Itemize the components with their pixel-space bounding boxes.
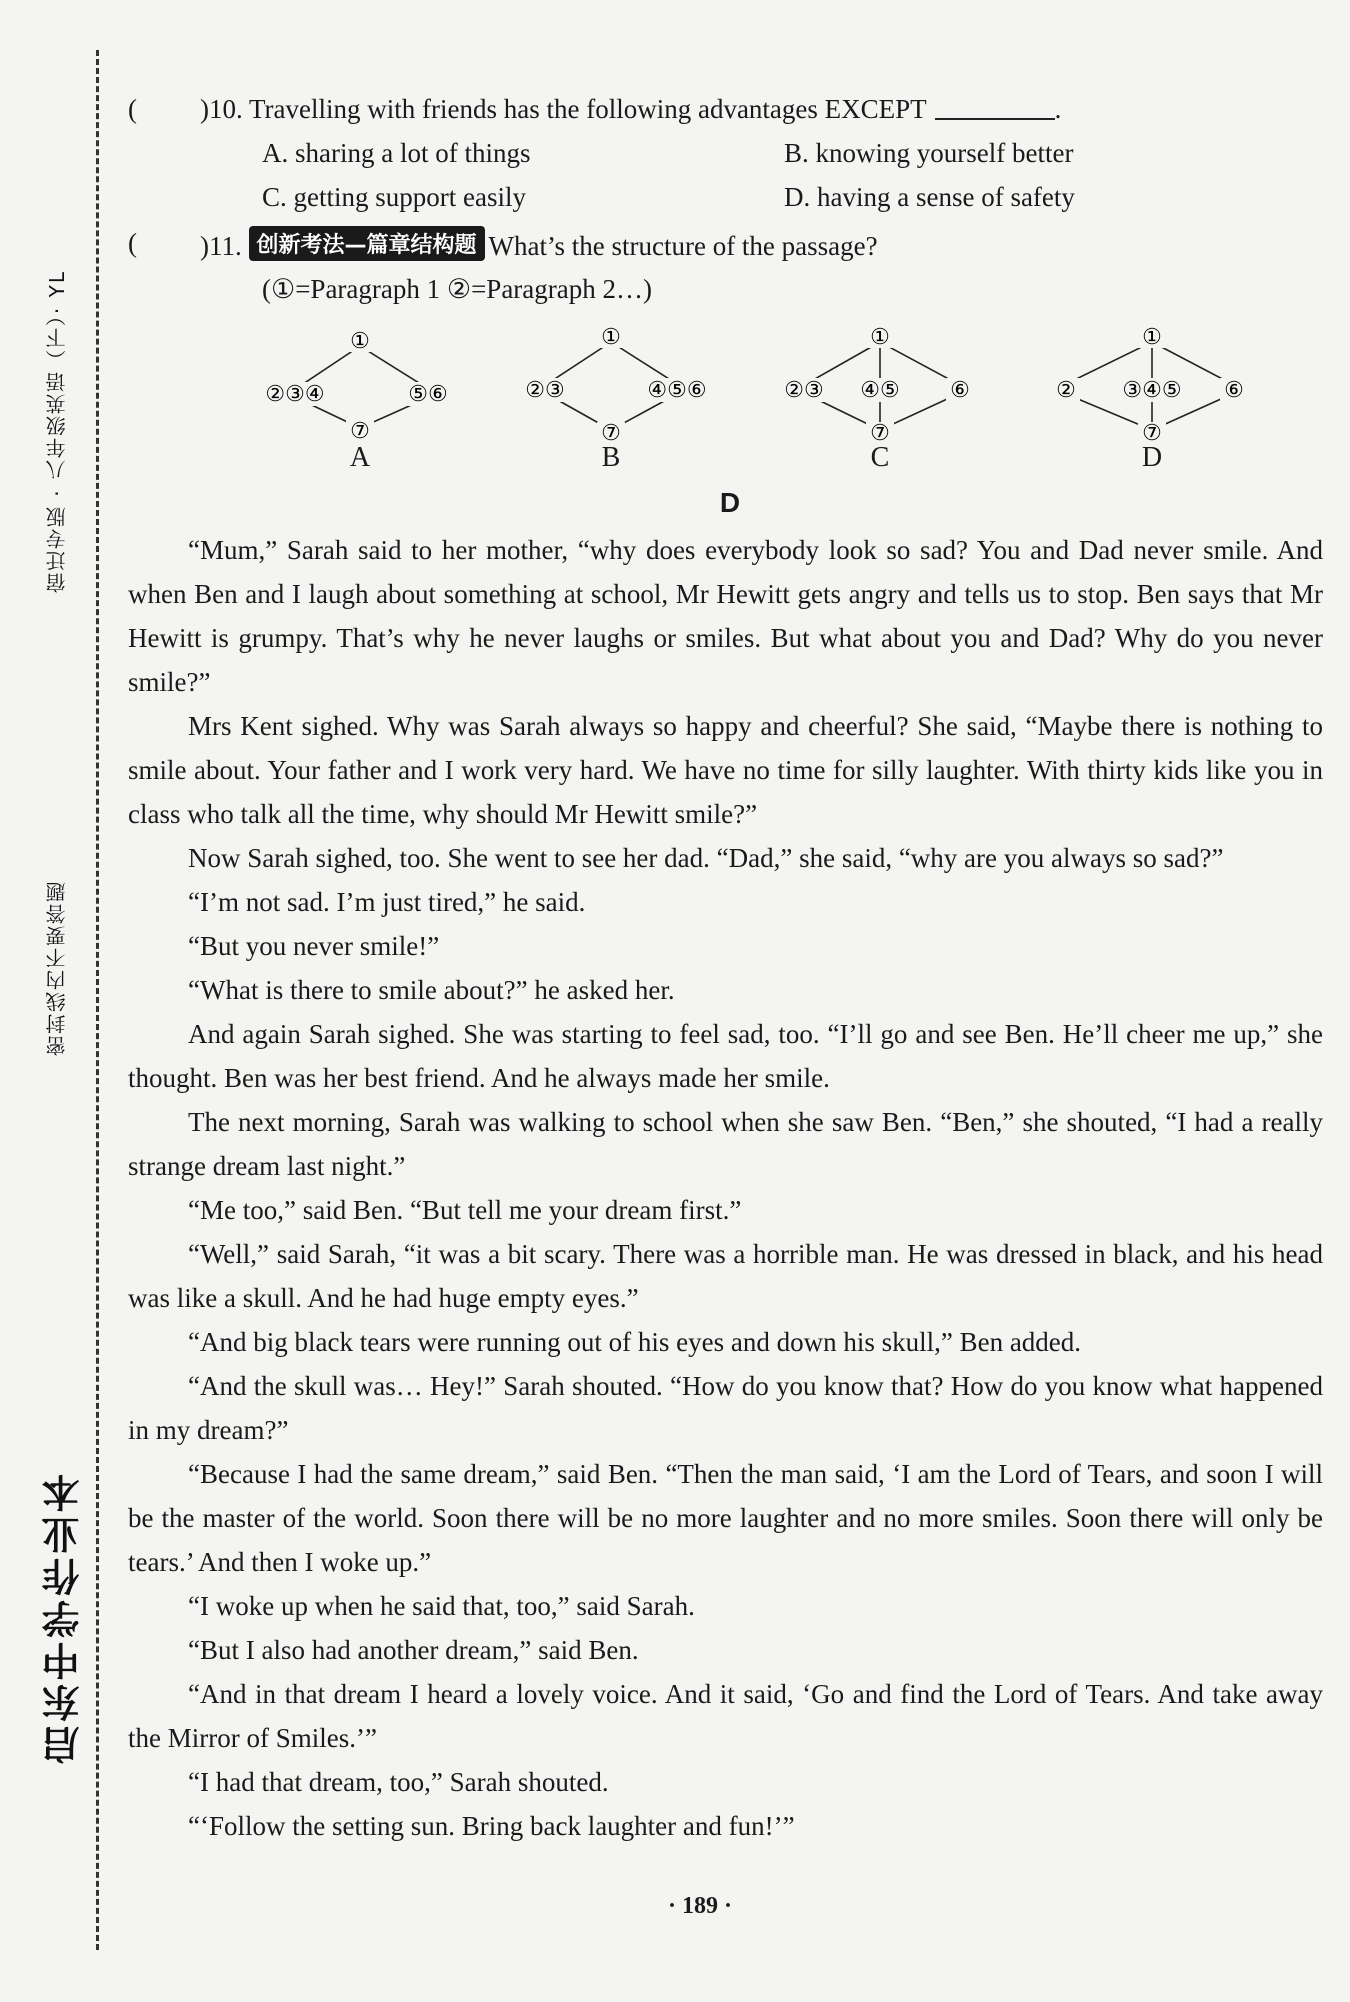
q10-stem xyxy=(200,94,1061,125)
q11-stem xyxy=(200,226,878,262)
section-heading: D xyxy=(719,487,741,518)
paragraph: The next morning, Sarah was walking to school when she saw Ben. “Ben,” she shouted, “I had a really strange dream last night.” xyxy=(128,1107,1323,1181)
paragraph: “I woke up when he said that, too,” said Sarah. xyxy=(188,1591,695,1621)
node-left: ② xyxy=(1056,377,1076,402)
q10-option-c[interactable]: C. getting support easily xyxy=(262,182,526,212)
q10-option-b[interactable]: B. knowing yourself better xyxy=(784,138,1074,168)
paragraph: Now Sarah sighed, too. She went to see her dad. “Dad,” she said, “why are you always so sad?” xyxy=(188,843,1224,873)
diagram-a-label: A xyxy=(349,442,371,473)
binding-strip xyxy=(0,0,120,2002)
q10-stem-end: . xyxy=(1054,94,1062,124)
seal-notice: 密封线内不要答题 xyxy=(42,880,71,1056)
structure-diagram-d[interactable] xyxy=(1054,322,1254,473)
q11-legend: (①=Paragraph 1 ②=Paragraph 2…) xyxy=(262,274,652,304)
node-right: ⑤⑥ xyxy=(408,381,448,406)
paragraph: “And in that dream I heard a lovely voice. And it said, ‘Go and find the Lord of Tears. And take away the Mirror of Smiles.’” xyxy=(128,1679,1323,1753)
diagram-d-label: D xyxy=(1141,442,1163,473)
node-bottom: ⑦ xyxy=(601,420,621,445)
q11-answer-paren[interactable]: ( xyxy=(128,228,137,258)
paragraph: “I had that dream, too,” Sarah shouted. xyxy=(188,1767,609,1797)
reading-passage xyxy=(128,528,1323,1848)
paragraph: “Me too,” said Ben. “But tell me your dream first.” xyxy=(188,1195,742,1225)
diagram-d-svg xyxy=(1054,322,1254,452)
q10-stem-text: )10. Travelling with friends has the following advantages EXCEPT xyxy=(200,94,927,124)
node-right: ⑥ xyxy=(950,377,970,402)
paragraph: “Well,” said Sarah, “it was a bit scary. There was a horrible man. He was dressed in black, and his head was like a skull. And he had huge empty eyes.” xyxy=(128,1239,1323,1313)
node-bottom: ⑦ xyxy=(350,418,370,443)
paragraph: “And the skull was… Hey!” Sarah shouted. “How do you know that? How do you know what happened in my dream?” xyxy=(128,1371,1323,1445)
paragraph: “‘Follow the setting sun. Bring back laughter and fun!’” xyxy=(188,1811,795,1841)
paragraph: Mrs Kent sighed. Why was Sarah always so happy and cheerful? She said, “Maybe there is nothing to smile about. Your father and I work very hard. We have no time for silly laughter. With thirty kids like you in class who talk all the time, why should Mr Hewitt smile?” xyxy=(128,711,1323,829)
paragraph: “What is there to smile about?” he asked her. xyxy=(188,975,675,1005)
answer-blank xyxy=(935,96,1055,120)
paragraph: And again Sarah sighed. She was starting to feel sad, too. “I’ll go and see Ben. He’ll cheer me up,” she thought. Ben was her best friend. And he always made her smile. xyxy=(128,1019,1323,1093)
structure-diagram-c[interactable] xyxy=(782,322,982,473)
structure-diagram-b[interactable] xyxy=(517,322,717,473)
node-bottom: ⑦ xyxy=(870,420,890,445)
paragraph: “I’m not sad. I’m just tired,” he said. xyxy=(188,887,586,917)
page-number: · 189 · xyxy=(667,1893,732,1919)
node-top: ① xyxy=(1142,324,1162,349)
node-right: ⑥ xyxy=(1224,377,1244,402)
question-type-tag: 创新考法—篇章结构题 xyxy=(249,226,485,261)
node-left: ②③ xyxy=(525,377,565,402)
q11-number: )11. xyxy=(200,231,242,261)
q10-option-a[interactable]: A. sharing a lot of things xyxy=(262,138,531,168)
node-top: ① xyxy=(870,324,890,349)
paragraph: “But I also had another dream,” said Ben. xyxy=(188,1635,639,1665)
node-left: ②③④ xyxy=(265,381,325,406)
paragraph: “Because I had the same dream,” said Ben. “Then the man said, ‘I am the Lord of Tears, and soon I will be the master of the world. Soon there will be no more laughter and no more smiles. Soon there will only be tears.’ And then I woke up.” xyxy=(128,1459,1323,1577)
structure-diagram-a[interactable] xyxy=(262,326,462,473)
q10-option-d[interactable]: D. having a sense of safety xyxy=(784,182,1075,212)
node-mid: ④⑤ xyxy=(860,377,900,402)
diagram-c-svg xyxy=(782,322,982,452)
seal-dashed-line xyxy=(96,50,99,1950)
node-mid: ③④⑤ xyxy=(1122,377,1182,402)
school-name: 启东中学作业本 xyxy=(36,1470,91,1764)
diagram-b-label: B xyxy=(601,442,621,473)
node-left: ②③ xyxy=(784,377,824,402)
node-right: ④⑤⑥ xyxy=(647,377,707,402)
diagram-b-svg xyxy=(517,322,717,452)
node-top: ① xyxy=(601,324,621,349)
paragraph: “Mum,” Sarah said to her mother, “why does everybody look so sad? You and Dad never smile. And when Ben and I laugh about something at school, Mr Hewitt gets angry and tells us to stop. Ben says that Mr Hewitt is grumpy. That’s why he never laughs or smiles. But what about you and Dad? Why do you never smile?” xyxy=(128,535,1323,697)
node-top: ① xyxy=(350,328,370,353)
paragraph: “But you never smile!” xyxy=(188,931,440,961)
series-title: 宿迁专版 · 八年级英语（下）· YL xyxy=(42,270,71,593)
q11-stem-text: What’s the structure of the passage? xyxy=(488,231,878,261)
diagram-c-label: C xyxy=(870,442,890,473)
q10-answer-paren[interactable]: ( xyxy=(128,94,137,124)
node-bottom: ⑦ xyxy=(1142,420,1162,445)
paragraph: “And big black tears were running out of his eyes and down his skull,” Ben added. xyxy=(188,1327,1082,1357)
diagram-a-svg xyxy=(262,326,462,456)
